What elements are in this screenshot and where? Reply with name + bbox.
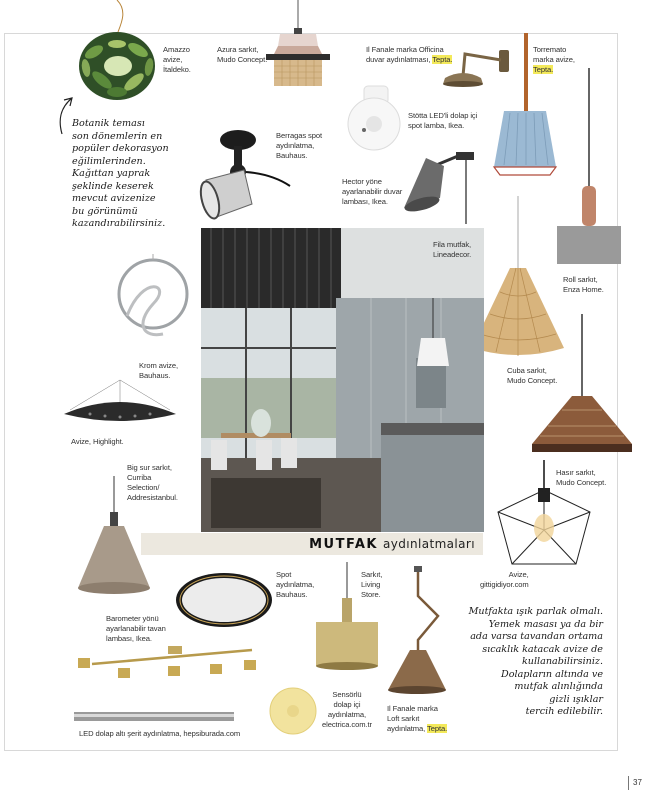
led-strip-image — [74, 710, 234, 724]
caption-line: marka avize, — [533, 55, 575, 64]
caption-line: aydınlatma, — [276, 141, 315, 150]
caption-line: Big sur sarkıt, — [127, 463, 172, 472]
caption-hasir — [556, 468, 606, 488]
caption-line: Fila mutfak, — [433, 240, 472, 249]
note-line: tercih edilebilir. — [525, 706, 603, 717]
note-line: Kağıttan yaprak — [72, 168, 151, 179]
caption-line: Amazzo — [163, 45, 190, 54]
caption-line: Avize, — [508, 570, 529, 579]
hector-wall-lamp-image — [400, 148, 480, 228]
caption-line: Stötta LED'li dolap içi — [408, 111, 478, 120]
caption-line: lambası, Ikea. — [342, 197, 388, 206]
note-line: mutfak alınlığında — [514, 681, 603, 692]
loft-pendant-image — [382, 566, 452, 700]
caption-line: Krom avize, — [139, 361, 178, 370]
caption-fanale-duvar — [366, 45, 452, 65]
highlight-chandelier-image — [60, 380, 180, 435]
caption-line: İtaldeko. — [163, 65, 191, 74]
caption-line: avize, — [163, 55, 183, 64]
caption-line: Bauhaus. — [276, 590, 308, 599]
caption-loft — [387, 704, 447, 734]
azura-pendant-image — [258, 0, 338, 92]
banner-title-bold: MUTFAK — [309, 536, 378, 552]
caption-line: Enza Home. — [563, 285, 604, 294]
note-line: bu görünümü — [72, 205, 138, 217]
caption-spot-bauhaus — [276, 570, 314, 600]
note-line: Dolapların altında ve — [501, 668, 603, 680]
caption-line: Barometer yönü — [106, 614, 159, 623]
kitchen-photo — [201, 228, 484, 532]
caption-fila — [433, 240, 471, 260]
caption-hector — [342, 177, 402, 207]
caption-line: Curriba — [127, 473, 152, 482]
caption-line: electrica.com.tr — [322, 720, 372, 729]
caption-line: Bauhaus. — [139, 371, 171, 380]
caption-line: Addresistanbul. — [127, 493, 178, 502]
note-line: şeklinde keserek — [72, 180, 154, 192]
note-line: Mutfakta ışık parlak olmalı. — [468, 606, 603, 617]
caption-line: Berragas spot — [276, 131, 322, 140]
caption-line: LED dolap altı şerit aydınlatma, hepsiburada.com — [79, 729, 241, 738]
caption-line: Bauhaus. — [276, 151, 308, 160]
caption-line: Sensörlü — [332, 690, 362, 699]
note-line: Yemek masası ya da bir — [488, 618, 603, 630]
caption-line: ayarlanabilir tavan — [106, 624, 166, 633]
caption-led-serit — [79, 729, 240, 739]
spot-ceiling-light-image — [173, 570, 275, 630]
caption-sarkit-living — [361, 570, 382, 600]
caption-line: ayarlanabilir duvar — [342, 187, 403, 196]
caption-krom — [139, 361, 178, 381]
caption-line: duvar aydınlatması, — [366, 55, 433, 64]
caption-berragas — [276, 131, 322, 161]
hasir-pendant-image — [528, 314, 638, 464]
caption-line: Hector yöne — [342, 177, 382, 186]
page-number: 37 — [628, 776, 642, 790]
caption-line: spot lamba, Ikea. — [408, 121, 465, 130]
caption-avize-gitti — [480, 570, 529, 590]
note-line: popüler dekorasyon — [72, 143, 169, 154]
caption-line: aydınlatma, — [276, 580, 315, 589]
caption-barometer — [106, 614, 166, 644]
banner-title-rest: aydınlatmaları — [382, 537, 475, 551]
note-line: Botanik teması — [72, 118, 145, 129]
caption-line: lambası, Ikea. — [106, 634, 152, 643]
caption-line: Mudo Concept. — [556, 478, 607, 487]
caption-line: Cuba sarkıt, — [507, 366, 547, 375]
note-botanik — [72, 118, 169, 231]
caption-line: Torremato — [533, 45, 567, 54]
caption-azura — [217, 45, 267, 65]
caption-roll — [563, 275, 604, 295]
note-line: ada varsa tavandan ortama — [470, 631, 603, 642]
brand-highlight: Tepta. — [533, 65, 554, 74]
caption-line: Il Fanale marka — [387, 704, 438, 713]
caption-stotta — [408, 111, 477, 131]
amazzo-chandelier-image — [72, 0, 162, 110]
caption-line: Mudo Concept. — [217, 55, 268, 64]
caption-line: Lineadecor. — [433, 250, 472, 259]
caption-line: aydınlatma, — [387, 724, 428, 733]
note-line: eğilimlerinden. — [72, 155, 146, 167]
caption-line: Roll sarkıt, — [563, 275, 598, 284]
note-line: kullanabilirsiniz. — [521, 656, 603, 667]
stotta-led-image — [344, 84, 406, 154]
caption-line: Store. — [361, 590, 381, 599]
section-banner — [141, 533, 483, 555]
caption-bigsur — [127, 463, 178, 503]
caption-line: gittigidiyor.com — [480, 580, 529, 589]
caption-line: Living — [361, 580, 381, 589]
caption-line: aydınlatma, — [327, 710, 367, 719]
caption-line: Loft sarkıt — [387, 714, 420, 723]
caption-amazzo — [163, 45, 191, 75]
sensor-light-image — [268, 686, 318, 736]
caption-line: Selection/ — [127, 483, 160, 492]
caption-line: Sarkıt, — [361, 570, 383, 579]
caption-cuba — [507, 366, 557, 386]
note-line: gizli ışıklar — [549, 693, 603, 705]
krom-chandelier-image — [113, 254, 188, 354]
caption-line: Hasır sarkıt, — [556, 468, 596, 477]
caption-sensorlu — [322, 690, 372, 730]
caption-line: dolap içi — [333, 700, 361, 709]
caption-line: Il Fanale marka Officina — [366, 45, 444, 54]
barometer-spot-bar-image — [72, 640, 272, 700]
caption-torremato — [533, 45, 575, 75]
note-line: sıcaklık katacak avize de — [482, 643, 603, 655]
brand-highlight: Tepta. — [432, 55, 453, 64]
caption-line: Avize, Highlight. — [71, 437, 124, 446]
caption-line: Spot — [276, 570, 292, 579]
caption-line: Azura sarkıt, — [217, 45, 259, 54]
note-mutfak — [447, 606, 603, 719]
note-line: son dönemlerin en — [72, 130, 163, 142]
caption-highlight — [71, 437, 124, 447]
brand-highlight: Tepta. — [427, 724, 448, 733]
note-line: mevcut avizenize — [72, 193, 156, 204]
caption-line: Mudo Concept. — [507, 376, 558, 385]
note-line: kazandırabilirsiniz. — [72, 218, 166, 229]
